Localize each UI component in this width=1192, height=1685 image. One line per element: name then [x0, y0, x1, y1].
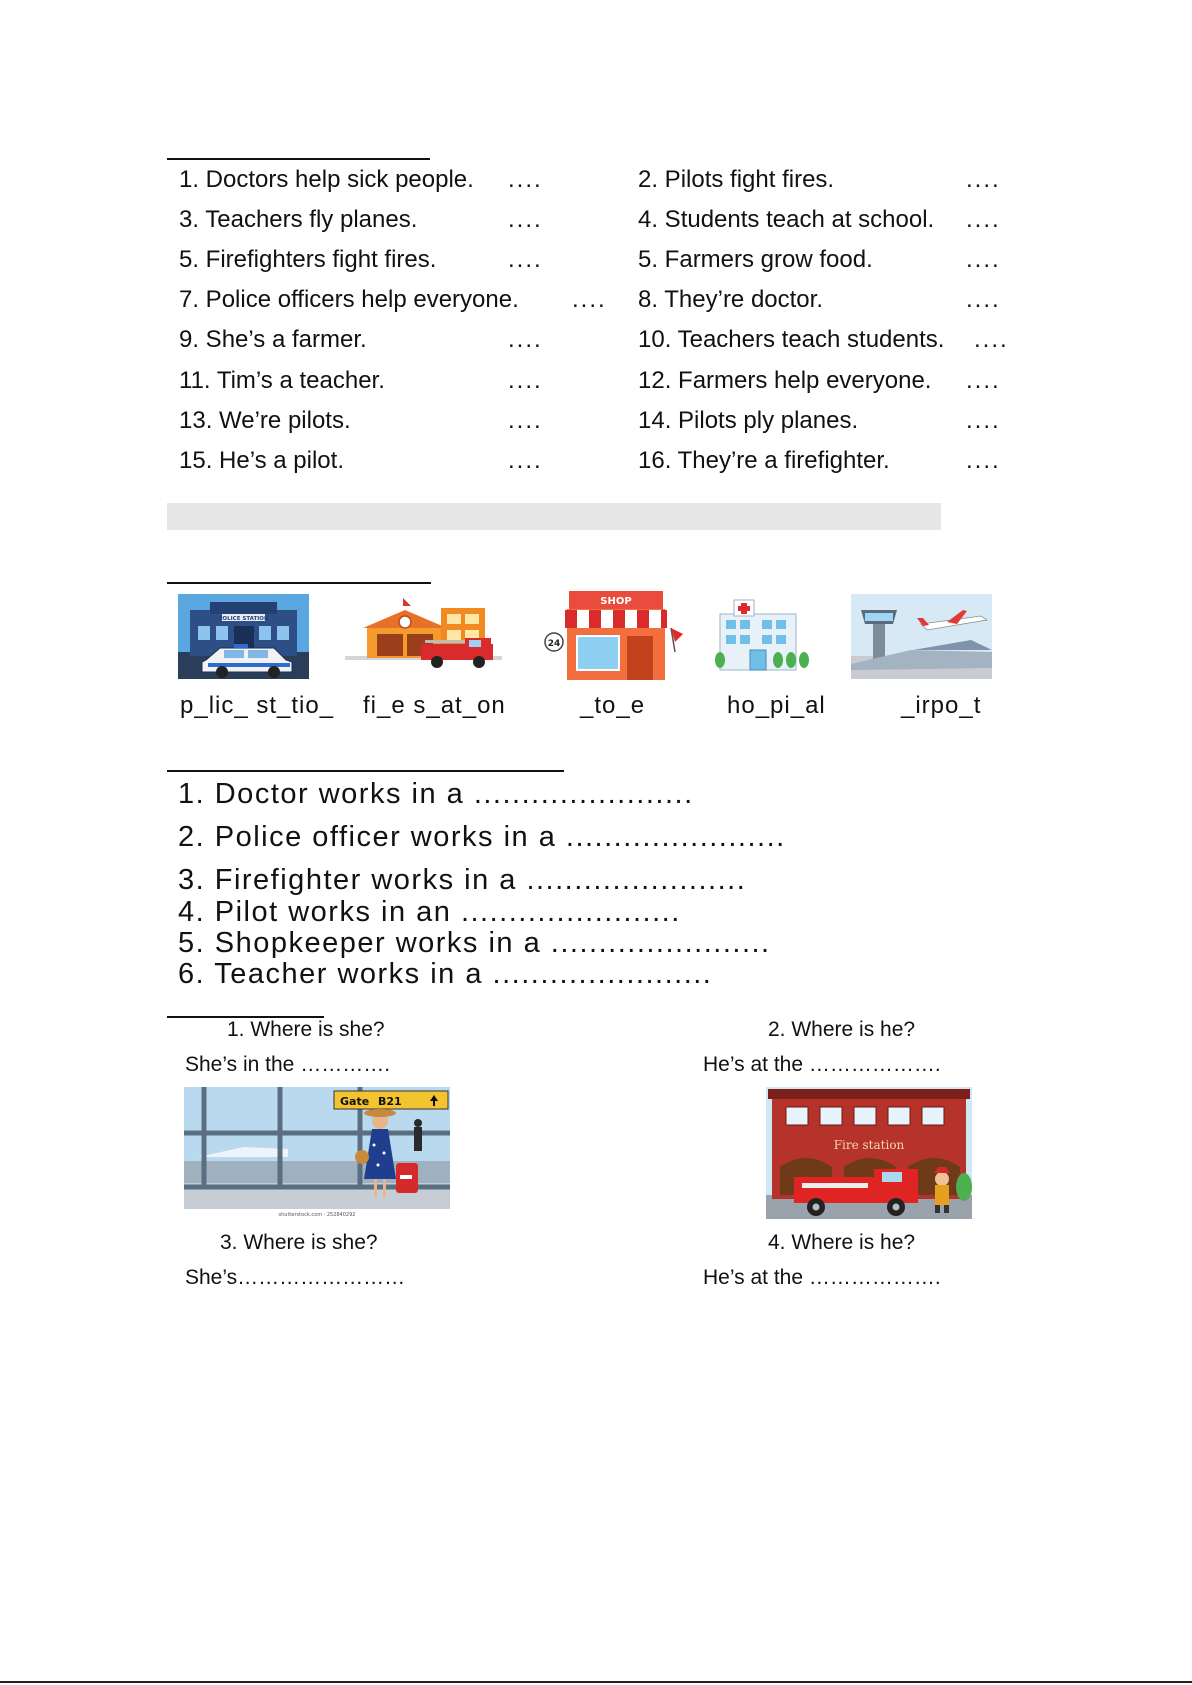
completion-sentence[interactable]: 6. Teacher works in a ....................... — [178, 958, 713, 990]
statement-text: 5. Farmers grow food. — [638, 246, 873, 273]
grey-band — [167, 503, 941, 530]
answer-blank[interactable]: .... — [508, 407, 543, 434]
svg-text:24: 24 — [547, 639, 561, 649]
svg-text:Fire station: Fire station — [833, 1138, 905, 1152]
answer-blank[interactable]: .... — [974, 326, 1009, 353]
statement-text: 5. Firefighters fight fires. — [179, 246, 437, 273]
completion-sentence[interactable]: 2. Police officer works in a ....................... — [178, 821, 786, 853]
question-text: 1. Where is she? — [227, 1018, 385, 1041]
answer-line[interactable]: He’s at the ………………. — [703, 1053, 941, 1076]
place-word-blank[interactable]: ho_pi_al — [727, 692, 826, 719]
answer-line[interactable]: She’s…………………… — [185, 1266, 406, 1289]
answer-blank[interactable]: .... — [966, 407, 1001, 434]
statement-text: 12. Farmers help everyone. — [638, 367, 932, 394]
completion-sentence[interactable]: 4. Pilot works in an ....................... — [178, 896, 681, 928]
airport-gate-photo — [184, 1087, 450, 1219]
fire-station-photo — [766, 1087, 972, 1219]
statement-text: 10. Teachers teach students. — [638, 326, 945, 353]
page-bottom-rule — [0, 1681, 1192, 1683]
answer-blank[interactable]: .... — [966, 246, 1001, 273]
statement-text: 4. Students teach at school. — [638, 206, 935, 233]
question-text: 3. Where is she? — [220, 1231, 378, 1254]
svg-text:SHOP: SHOP — [600, 596, 632, 607]
statement-text: 14. Pilots ply planes. — [638, 407, 859, 434]
answer-line[interactable]: She’s in the …………. — [185, 1053, 391, 1076]
place-word-blank[interactable]: _to_e — [580, 692, 646, 719]
svg-text:POLICE STATION: POLICE STATION — [218, 616, 269, 622]
answer-blank[interactable]: .... — [508, 206, 543, 233]
statement-text: 1. Doctors help sick people. — [179, 166, 474, 193]
shop-icon — [543, 588, 684, 680]
place-word-blank[interactable]: _irpo_t — [901, 692, 982, 719]
answer-blank[interactable]: .... — [966, 367, 1001, 394]
place-word-blank[interactable]: fi_e s_at_on — [363, 692, 506, 719]
statement-text: 8. They’re doctor. — [638, 286, 823, 313]
completion-sentence[interactable]: 1. Doctor works in a ....................... — [178, 778, 694, 810]
fire-station-icon — [345, 592, 502, 674]
statement-text: 15. He’s a pilot. — [179, 447, 344, 474]
statement-text: 7. Police officers help everyone. — [179, 286, 519, 313]
answer-blank[interactable]: .... — [508, 447, 543, 474]
answer-line[interactable]: He’s at the ………………. — [703, 1266, 941, 1289]
statement-text: 11. Tim’s a teacher. — [179, 367, 385, 394]
svg-text:B21: B21 — [378, 1095, 402, 1108]
answer-blank[interactable]: .... — [508, 326, 543, 353]
statement-text: 3. Teachers fly planes. — [179, 206, 418, 233]
answer-blank[interactable]: .... — [508, 246, 543, 273]
svg-text:Gate: Gate — [340, 1095, 370, 1108]
answer-blank[interactable]: .... — [966, 166, 1001, 193]
police-station-icon — [178, 594, 309, 679]
place-word-blank[interactable]: p_lic_ st_tio_ — [180, 692, 335, 719]
airport-icon — [851, 594, 992, 679]
question-text: 2. Where is he? — [768, 1018, 916, 1041]
statement-text: 13. We’re pilots. — [179, 407, 351, 434]
question-text: 4. Where is he? — [768, 1231, 916, 1254]
completion-sentence[interactable]: 3. Firefighter works in a ....................... — [178, 864, 747, 896]
hospital-icon — [712, 594, 812, 674]
answer-blank[interactable]: .... — [508, 367, 543, 394]
answer-blank[interactable]: .... — [966, 206, 1001, 233]
statement-text: 16. They’re a firefighter. — [638, 447, 890, 474]
section2-heading-rule — [167, 582, 431, 584]
statement-text: 2. Pilots fight fires. — [638, 166, 835, 193]
svg-text:shutterstock.com · 252840292: shutterstock.com · 252840292 — [278, 1212, 356, 1218]
answer-blank[interactable]: .... — [572, 286, 607, 313]
completion-sentence[interactable]: 5. Shopkeeper works in a ....................... — [178, 927, 771, 959]
answer-blank[interactable]: .... — [966, 447, 1001, 474]
section3-heading-rule — [167, 770, 564, 772]
section1-heading-rule — [167, 158, 430, 160]
answer-blank[interactable]: .... — [966, 286, 1001, 313]
answer-blank[interactable]: .... — [508, 166, 543, 193]
statement-text: 9. She’s a farmer. — [179, 326, 367, 353]
